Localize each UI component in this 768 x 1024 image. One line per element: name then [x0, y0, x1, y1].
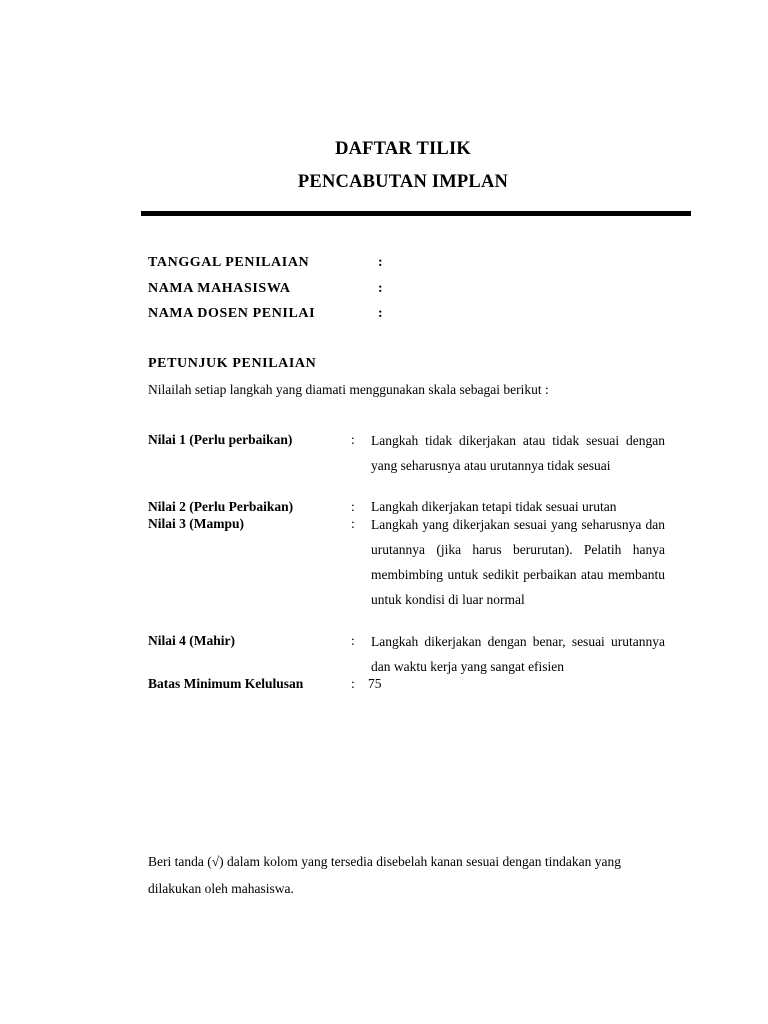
scale-desc-nilai-1: Langkah tidak dikerjakan atau tidak sesuai dengan yang seharusnya atau urutannya tidak sesuai	[371, 433, 665, 473]
scale-label-nilai-3: Nilai 3 (Mampu)	[148, 516, 244, 531]
scale-colon-nilai-3: :	[351, 516, 355, 531]
identity-colon-dosen: :	[378, 306, 383, 321]
scale-label-nilai-1: Nilai 1 (Perlu perbaikan)	[148, 432, 293, 447]
identity-label-dosen: NAMA DOSEN PENILAI	[148, 306, 316, 321]
passing-value: 75	[368, 676, 382, 691]
passing-colon: :	[351, 676, 355, 691]
scale-desc-nilai-3: Langkah yang dikerjakan sesuai yang seharusnya dan urutannya (jika harus berurutan). Pelatih hanya membimbing untuk sedikit perbaikan atau membantu untuk kondisi di luar normal	[371, 517, 665, 607]
identity-colon-tanggal: :	[378, 255, 383, 270]
identity-colon-mahasiswa: :	[378, 281, 383, 296]
identity-label-mahasiswa: NAMA MAHASISWA	[148, 281, 291, 296]
scale-colon-nilai-2: :	[351, 499, 355, 514]
scale-desc-nilai-4: Langkah dikerjakan dengan benar, sesuai urutannya dan waktu kerja yang sangat efisien	[371, 634, 665, 674]
passing-label: Batas Minimum Kelulusan	[148, 676, 304, 691]
section-heading-petunjuk: PETUNJUK PENILAIAN	[148, 356, 317, 371]
scale-label-nilai-4: Nilai 4 (Mahir)	[148, 633, 235, 648]
identity-label-tanggal: TANGGAL PENILAIAN	[148, 255, 310, 270]
title-divider	[141, 211, 691, 216]
document-title-line1: DAFTAR TILIK	[335, 139, 471, 159]
checklist-instruction: Beri tanda (√) dalam kolom yang tersedia disebelah kanan sesuai dengan tindakan yang dilakukan oleh mahasiswa.	[148, 854, 622, 896]
scale-colon-nilai-1: :	[351, 432, 355, 447]
section-intro: Nilailah setiap langkah yang diamati menggunakan skala sebagai berikut :	[148, 382, 549, 397]
scale-colon-nilai-4: :	[351, 633, 355, 648]
document-title-line2: PENCABUTAN IMPLAN	[297, 172, 509, 192]
scale-label-nilai-2: Nilai 2 (Perlu Perbaikan)	[148, 499, 294, 514]
scale-desc-nilai-2: Langkah dikerjakan tetapi tidak sesuai urutan	[371, 499, 617, 514]
